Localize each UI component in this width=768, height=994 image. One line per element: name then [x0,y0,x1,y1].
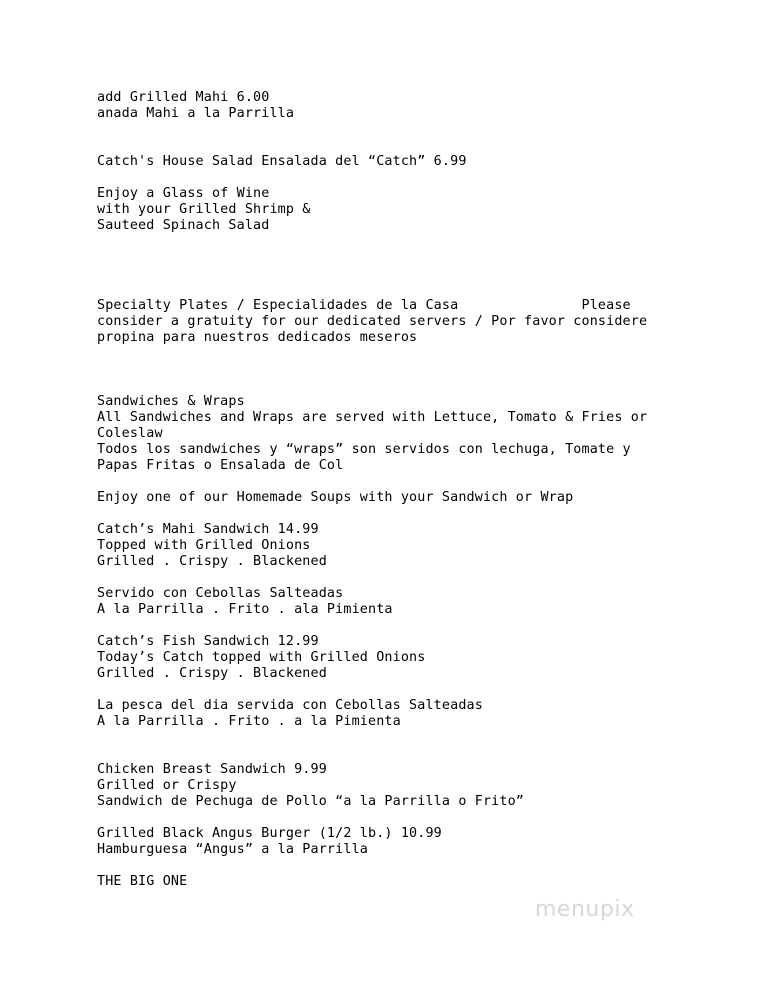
menu-line: consider a gratuity for our dedicated servers / Por favor considere [97,314,648,329]
section-heading: Specialty Plates / Especialidades de la Casa Please [97,298,631,313]
menu-line: Enjoy a Glass of Wine [97,186,270,201]
menu-line: add Grilled Mahi 6.00 [97,90,270,105]
menu-item-title: Catch’s Fish Sandwich 12.99 [97,634,319,649]
menu-line: Today’s Catch topped with Grilled Onions [97,650,426,665]
menu-line: Enjoy one of our Homemade Soups with your Sandwich or Wrap [97,490,574,505]
menu-line: Grilled or Crispy [97,778,237,793]
menu-item-title: THE BIG ONE [97,874,188,889]
menu-line: Papas Fritas o Ensalada de Col [97,458,344,473]
menu-line: La pesca del dia servida con Cebollas Salteadas [97,698,483,713]
menu-line: propina para nuestros dedicados meseros [97,330,418,345]
menu-line: All Sandwiches and Wraps are served with Lettuce, Tomato & Fries or [97,410,648,425]
menu-line: Grilled . Crispy . Blackened [97,666,327,681]
menupix-watermark: menupix [535,897,635,922]
menu-line: Coleslaw [97,426,163,441]
menu-line: Catch's House Salad Ensalada del “Catch” 6.99 [97,154,467,169]
menu-line: anada Mahi a la Parrilla [97,106,295,121]
menu-line: Grilled . Crispy . Blackened [97,554,327,569]
menu-line: Topped with Grilled Onions [97,538,311,553]
menu-line: Sandwich de Pechuga de Pollo “a la Parrilla o Frito” [97,794,525,809]
menu-item-title: Grilled Black Angus Burger (1/2 lb.) 10.99 [97,826,442,841]
menu-line: Hamburguesa “Angus” a la Parrilla [97,842,368,857]
menu-line: Sauteed Spinach Salad [97,218,270,233]
menu-item-title: Chicken Breast Sandwich 9.99 [97,762,327,777]
menu-item-title: Catch’s Mahi Sandwich 14.99 [97,522,319,537]
menu-line: Todos los sandwiches y “wraps” son servidos con lechuga, Tomate y [97,442,631,457]
menu-line: Servido con Cebollas Salteadas [97,586,344,601]
menu-line: with your Grilled Shrimp & [97,202,311,217]
menu-line: A la Parrilla . Frito . a la Pimienta [97,714,401,729]
menu-line: A la Parrilla . Frito . ala Pimienta [97,602,393,617]
section-heading: Sandwiches & Wraps [97,394,245,409]
